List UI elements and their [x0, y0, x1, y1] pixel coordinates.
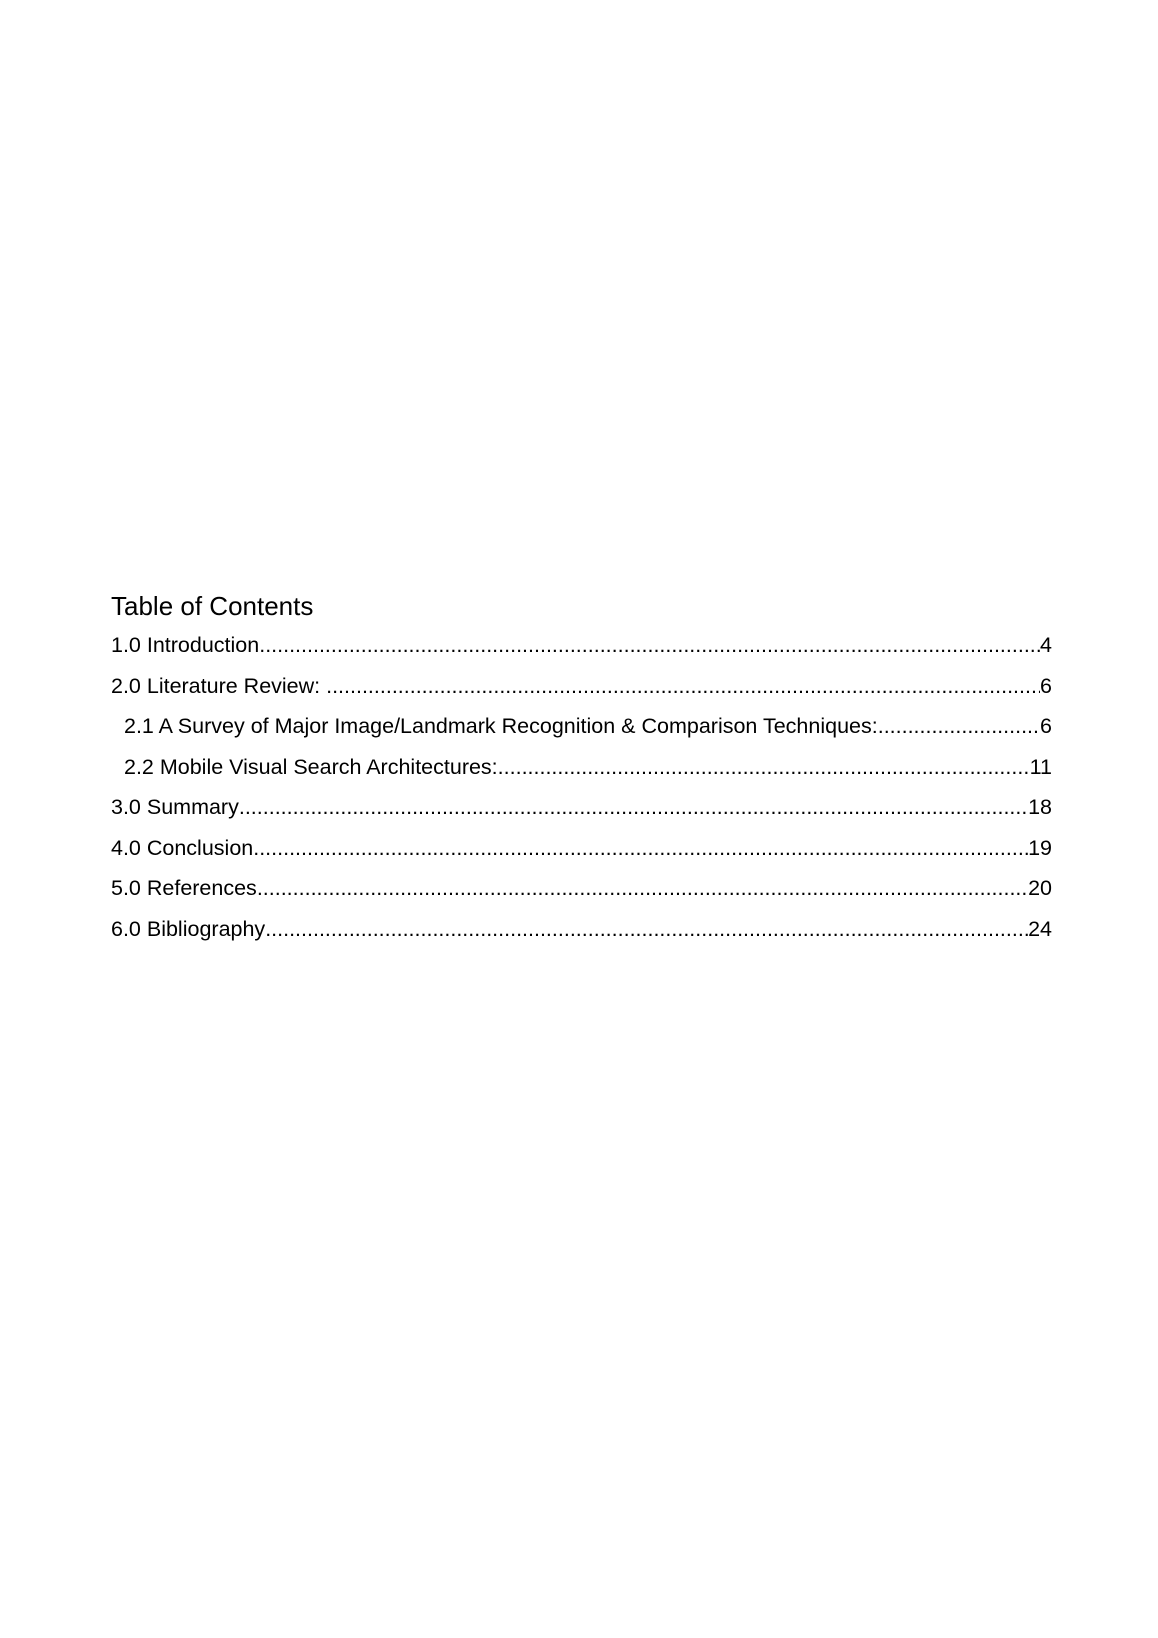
toc-entry-label: 2.2 Mobile Visual Search Architectures: [124, 754, 498, 779]
toc-dot-leader [498, 755, 1030, 779]
toc-dot-leader [253, 836, 1028, 860]
toc-entry-page: 6 [1040, 673, 1052, 698]
toc-entry-references[interactable] [111, 876, 1052, 917]
toc-entry-page: 4 [1040, 633, 1052, 657]
toc-dot-leader [257, 876, 1028, 900]
toc-entry-page: 19 [1028, 835, 1052, 860]
table-of-contents [111, 591, 1052, 957]
toc-entry-mobile-visual-search[interactable] [111, 755, 1052, 796]
toc-dot-leader [259, 633, 1040, 657]
toc-dot-leader [265, 917, 1028, 941]
toc-entry-label: 1.0 Introduction [111, 633, 260, 657]
toc-dot-leader [878, 714, 1040, 738]
toc-entry-label: 5.0 References [111, 876, 257, 900]
toc-dot-leader [326, 674, 1040, 698]
toc-entry-literature-review[interactable] [111, 674, 1052, 715]
toc-dot-leader [239, 795, 1028, 819]
toc-entry-page: 18 [1028, 795, 1052, 819]
toc-entry-bibliography[interactable] [111, 917, 1052, 958]
toc-entry-page: 6 [1040, 714, 1052, 738]
toc-entry-page: 11 [1029, 754, 1052, 779]
toc-entry-label: 6.0 Bibliography [111, 916, 266, 941]
toc-entry-introduction[interactable] [111, 633, 1052, 674]
toc-entry-label: 4.0 Conclusion [111, 835, 254, 860]
toc-title: Table of Contents [111, 591, 314, 621]
toc-entry-page: 24 [1028, 916, 1052, 941]
toc-entry-label: 2.0 Literature Review: [111, 673, 327, 698]
toc-entry-page: 20 [1028, 876, 1052, 900]
toc-entry-label: 3.0 Summary [111, 795, 239, 819]
toc-entry-summary[interactable] [111, 795, 1052, 836]
toc-entry-survey-techniques[interactable] [111, 714, 1052, 755]
toc-entry-label: 2.1 A Survey of Major Image/Landmark Recognition & Comparison Techniques: [124, 714, 878, 738]
toc-entry-conclusion[interactable] [111, 836, 1052, 877]
